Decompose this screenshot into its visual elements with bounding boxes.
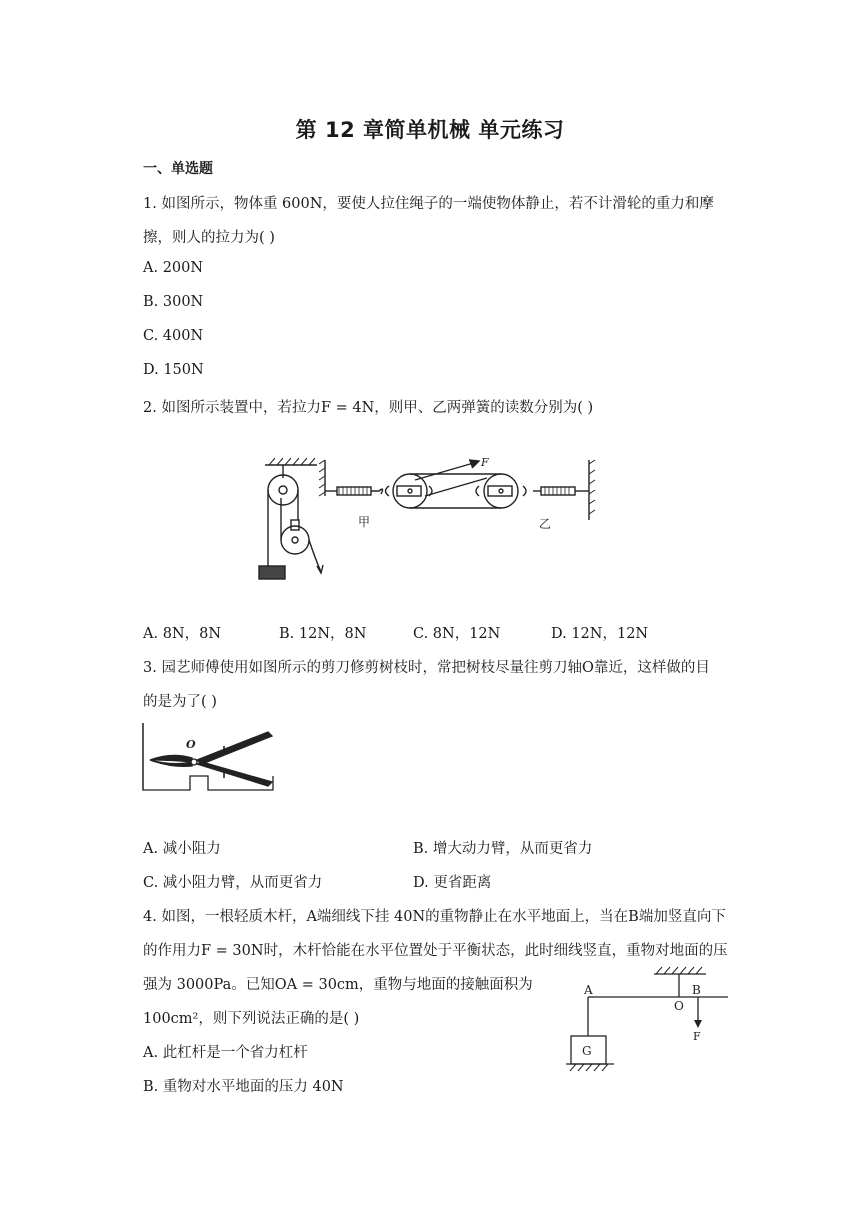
q4-option-b[interactable]: B. 重物对水平地面的压力 40N [143,1079,344,1095]
q4-text-line3: 强为 3000Pa。已知OA = 30cm，重物与地面的接触面积为 [143,977,533,993]
q1-text-line2: 擦，则人的拉力为( ) [143,230,275,246]
q3-option-b[interactable]: B. 增大动力臂，从而更省力 [413,841,593,857]
fig3-label-o: O [186,738,196,751]
q4-text-line4: 100cm²，则下列说法正确的是( ) [143,1011,360,1027]
q3-text-line2: 的是为了( ) [143,694,217,710]
pulley-spring-figure [255,448,605,586]
q1-option-c[interactable]: C. 400N [143,328,204,344]
lever-figure [562,964,732,1082]
scissors-figure [142,722,274,792]
q3-option-d[interactable]: D. 更省距离 [413,875,492,891]
page-title: 第 12 章简单机械 单元练习 [295,118,565,142]
q2-option-a[interactable]: A. 8N，8N [143,626,222,642]
q1-option-a[interactable]: A. 200N [143,260,204,276]
fig4-label-g: G [582,1044,592,1058]
fig2-label-f: F [481,456,489,469]
q3-option-a[interactable]: A. 减小阻力 [143,841,221,857]
fig2-label-yi: 乙 [539,517,552,531]
fig4-label-o: O [674,999,684,1013]
q3-text-line1: 3. 园艺师傅使用如图所示的剪刀修剪树枝时，常把树枝尽量往剪刀轴O靠近，这样做的目 [143,660,710,676]
q2-option-d[interactable]: D. 12N，12N [551,626,649,642]
fig4-label-f: F [693,1030,701,1043]
fig4-label-b: B [692,983,701,997]
q3-option-c[interactable]: C. 减小阻力臂，从而更省力 [143,875,323,891]
section-heading: 一、单选题 [143,161,213,177]
q1-text-line1: 1. 如图所示，物体重 600N，要使人拉住绳子的一端使物体静止，若不计滑轮的重力和摩 [143,196,714,212]
q1-option-d[interactable]: D. 150N [143,362,204,378]
q2-option-c[interactable]: C. 8N，12N [413,626,501,642]
q2-option-b[interactable]: B. 12N，8N [279,626,367,642]
fig4-label-a: A [584,983,593,997]
q4-text-line2: 的作用力F = 30N时，木杆恰能在水平位置处于平衡状态，此时细线竖直，重物对地面的压 [143,943,728,959]
q4-option-a[interactable]: A. 此杠杆是一个省力杠杆 [143,1045,308,1061]
q1-option-b[interactable]: B. 300N [143,294,204,310]
fig2-label-jia: 甲 [358,515,371,529]
q2-text-line1: 2. 如图所示装置中，若拉力F = 4N，则甲、乙两弹簧的读数分别为( ) [143,400,594,416]
q4-text-line1: 4. 如图，一根轻质木杆，A端细线下挂 40N的重物静止在水平地面上，当在B端加竖直向下 [143,909,726,925]
